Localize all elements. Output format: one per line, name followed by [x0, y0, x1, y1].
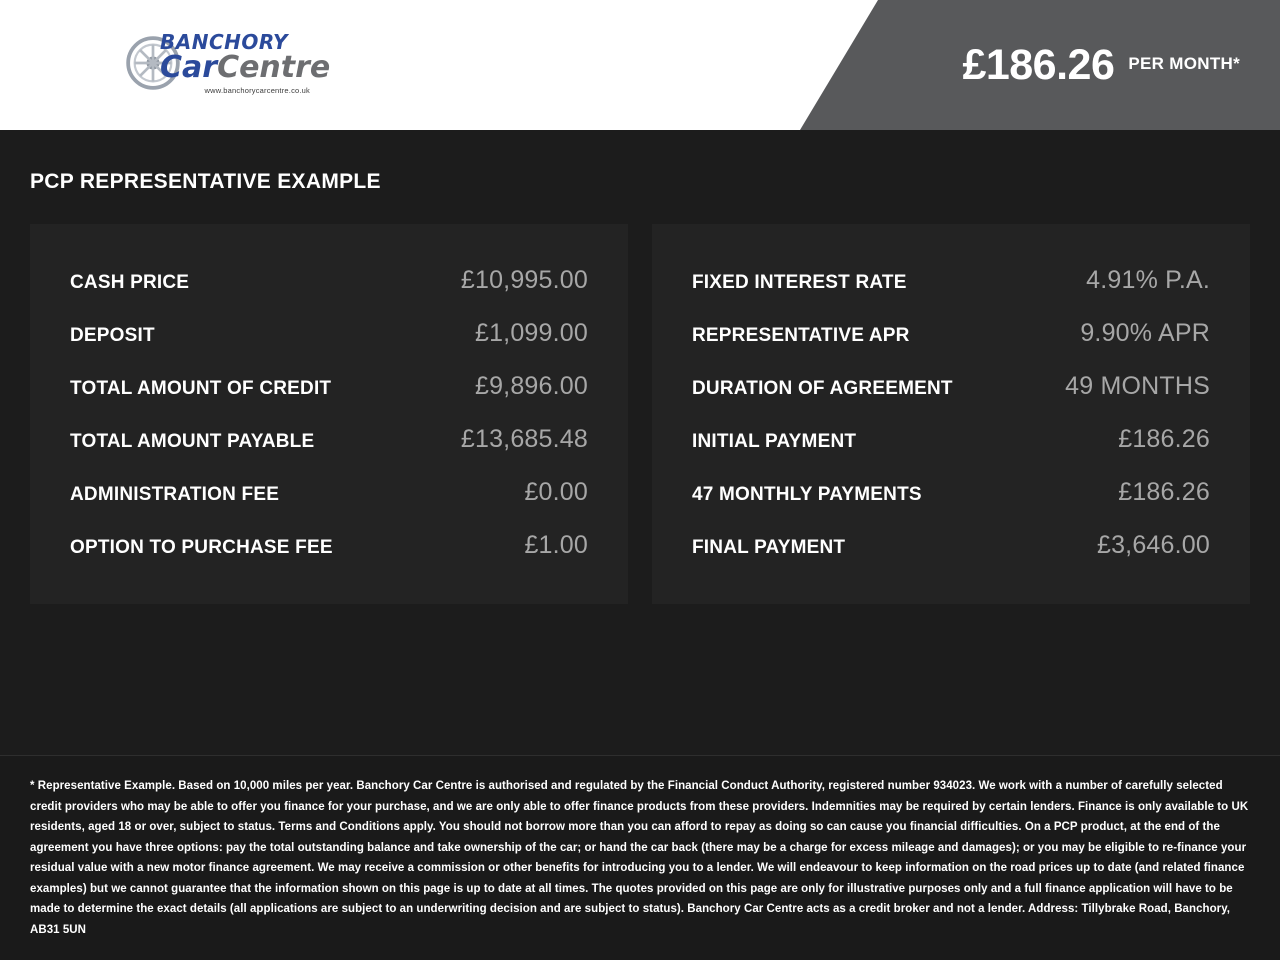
pcp-example-section: [0, 130, 1280, 755]
row-label: CASH PRICE: [70, 272, 190, 293]
table-row: [70, 466, 588, 519]
row-label: OPTION TO PURCHASE FEE: [70, 537, 333, 558]
table-row: [70, 360, 588, 413]
table-row: [692, 519, 1210, 572]
row-value: £9,896.00: [474, 372, 588, 400]
monthly-price-amount: £186.26: [962, 40, 1115, 89]
table-row: [70, 519, 588, 572]
table-row: [70, 254, 588, 307]
row-label: FINAL PAYMENT: [692, 537, 846, 558]
row-value: £186.26: [1118, 478, 1210, 506]
monthly-price-block: [962, 0, 1240, 130]
monthly-price-label: PER MONTH*: [1128, 54, 1240, 73]
row-value: £1.00: [524, 531, 588, 559]
row-value: 49 MONTHS: [1065, 372, 1210, 400]
logo-line-banchory: BANCHORY: [160, 30, 288, 54]
page-title: PCP REPRESENTATIVE EXAMPLE: [30, 170, 381, 193]
finance-panels: [30, 224, 1250, 604]
row-label: DURATION OF AGREEMENT: [692, 378, 953, 399]
row-label: REPRESENTATIVE APR: [692, 325, 910, 346]
table-row: [70, 413, 588, 466]
page-header: [0, 0, 1280, 130]
table-row: [692, 307, 1210, 360]
disclaimer-text: * Representative Example. Based on 10,000 miles per year. Banchory Car Centre is authorised and regulated by the Financial Conduct Authority, registered number 934023. We work with a number of carefully selected credit providers who may be able to offer you finance for your purchase, and we are only able to offer finance products from these providers. Indemnities may be required by certain lenders. Finance is only available to UK residents, aged 18 or over, subject to status. Terms and Conditions apply. You should not borrow more than you can afford to repay as doing so can cause you financial difficulties. On a PCP product, at the end of the agreement you have three options: pay the total outstanding balance and take ownership of the car; or hand the car back (there may be a charge for excess mileage and damages); or you may be eligible to re-finance your residual value with a new motor finance agreement. We may receive a commission or other benefits for introducing you to a lender. We will endeavour to keep information on the road prices up to date (and related finance examples) but we cannot guarantee that the information shown on this page is up to date at all times. The quotes provided on this page are only for illustrative purposes only and a full finance application will have to be made to determine the exact details (all applications are subject to an underwriting decision and are subject to status). Banchory Car Centre acts as a credit broker and not a lender. Address: Tillybrake Road, Banchory, AB31 5UN: [30, 780, 1249, 936]
row-label: INITIAL PAYMENT: [692, 431, 857, 452]
table-row: [70, 307, 588, 360]
row-label: DEPOSIT: [70, 325, 155, 346]
table-row: [692, 360, 1210, 413]
row-label: TOTAL AMOUNT OF CREDIT: [70, 378, 332, 399]
row-value: £13,685.48: [460, 425, 588, 453]
row-label: ADMINISTRATION FEE: [70, 484, 280, 505]
row-value: 9.90% APR: [1080, 319, 1210, 347]
table-row: [692, 254, 1210, 307]
row-value: £3,646.00: [1096, 531, 1210, 559]
finance-panel-left: [30, 224, 628, 604]
row-value: £10,995.00: [460, 266, 588, 294]
table-row: [692, 466, 1210, 519]
row-label: TOTAL AMOUNT PAYABLE: [70, 431, 315, 452]
logo-website-url: www.banchorycarcentre.co.uk: [204, 86, 310, 95]
table-row: [692, 413, 1210, 466]
row-value: £186.26: [1118, 425, 1210, 453]
row-value: £1,099.00: [474, 319, 588, 347]
logo-word-centre: Centre: [217, 50, 331, 85]
company-logo[interactable]: [126, 30, 331, 100]
finance-panel-right: [652, 224, 1250, 604]
logo-line-carcentre: [160, 50, 331, 85]
logo-word-car: Car: [160, 50, 218, 85]
row-label: FIXED INTEREST RATE: [692, 272, 907, 293]
row-value: £0.00: [524, 478, 588, 506]
logo-wordmark: [160, 32, 330, 95]
disclaimer-section: [0, 755, 1280, 960]
row-value: 4.91% P.A.: [1086, 266, 1210, 294]
row-label: 47 MONTHLY PAYMENTS: [692, 484, 922, 505]
